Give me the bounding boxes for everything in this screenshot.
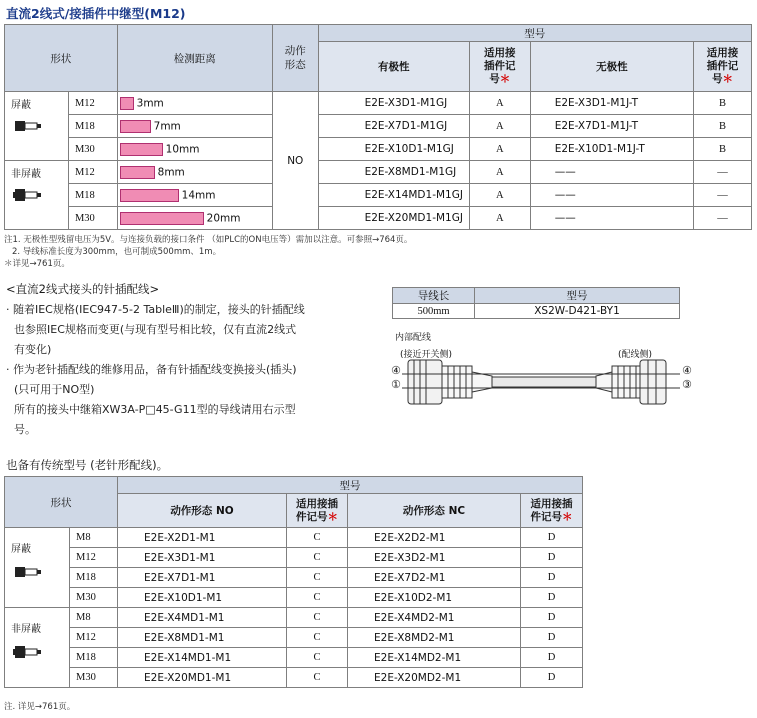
cable-length: 500mm	[393, 304, 475, 319]
nc-model: E2E-X8MD2-M1	[348, 628, 521, 648]
table-row	[5, 528, 583, 548]
legacy-note: 注. 详见→761页。	[4, 702, 76, 712]
table-row	[5, 568, 583, 588]
note-2: 2. 导线标准长度为300mm，也可制成500mm、1m。	[12, 247, 222, 257]
polar-model: E2E-X20MD1-M1GJ	[318, 207, 469, 230]
note-3: ＊详见→761页。	[4, 259, 70, 269]
header-mode: 动作 形态	[272, 25, 318, 92]
header-shape: 形状	[5, 25, 118, 92]
distance-cell	[117, 207, 272, 230]
page-title: 直流2线式/接插件中继型(M12)	[6, 6, 186, 21]
size-cell: M18	[68, 115, 117, 138]
nonpolar-model: E2E-X3D1-M1J-T	[530, 92, 693, 115]
polar-code: A	[469, 92, 530, 115]
shape-label: 屏蔽	[11, 100, 31, 111]
no-code: C	[287, 608, 348, 628]
diagram-internal-label: 内部配线	[395, 333, 432, 343]
para-line: 所有的接头中继箱XW3A-P□45-G11型的导线请用右示型	[14, 403, 296, 416]
shielded-sensor-icon	[13, 561, 43, 583]
size-cell: M8	[70, 608, 118, 628]
shape-cell	[5, 528, 70, 608]
header-connector-code-2: 适用接 插件记 号＊	[694, 42, 752, 92]
nonpolar-code: B	[694, 138, 752, 161]
nonpolar-code: B	[694, 92, 752, 115]
size-cell: M30	[68, 207, 117, 230]
size-cell: M12	[70, 628, 118, 648]
no-model: E2E-X20MD1-M1	[118, 668, 287, 688]
para-line: · 随着IEC规格(IEC947-5-2 TableⅢ)的制定，接头的针插配线	[6, 303, 305, 316]
nc-model: E2E-X20MD2-M1	[348, 668, 521, 688]
no-code: C	[287, 668, 348, 688]
model-table-legacy	[4, 476, 583, 688]
table-row	[5, 184, 752, 207]
nc-code: D	[521, 608, 583, 628]
mode-cell: NO	[272, 92, 318, 230]
table-row	[5, 115, 752, 138]
no-code: C	[287, 548, 348, 568]
distance-cell	[117, 184, 272, 207]
legacy-header-code-2: 适用接插 件记号＊	[521, 494, 583, 528]
distance-bar	[120, 120, 151, 133]
polar-code: A	[469, 184, 530, 207]
distance-bar	[120, 189, 179, 202]
polar-code: A	[469, 138, 530, 161]
distance-value: 14mm	[181, 189, 216, 201]
section-wiring-text	[6, 300, 391, 440]
table-row	[5, 588, 583, 608]
table-row	[5, 207, 752, 230]
section-heading-wiring: <直流2线式接头的针插配线>	[6, 282, 160, 296]
size-cell: M12	[68, 92, 117, 115]
legacy-header-code-1: 适用接插 件记号＊	[287, 494, 348, 528]
legacy-header-model: 型号	[118, 477, 583, 494]
table-row	[5, 548, 583, 568]
cable-header-model: 型号	[475, 288, 680, 304]
nc-model: E2E-X7D2-M1	[348, 568, 521, 588]
nonpolar-code: —	[694, 161, 752, 184]
shielded-sensor-icon	[13, 115, 43, 137]
nc-code: D	[521, 648, 583, 668]
shape-label: 非屏蔽	[11, 624, 41, 635]
distance-bar	[120, 166, 155, 179]
distance-value: 20mm	[206, 212, 241, 224]
header-nonpolar: 无极性	[530, 42, 693, 92]
table-row	[5, 668, 583, 688]
section-heading-legacy: 也备有传统型号 (老针形配线)。	[6, 458, 169, 472]
nc-model: E2E-X2D2-M1	[348, 528, 521, 548]
pin-left-top: ④	[391, 364, 401, 377]
diagram-left-label: (接近开关侧)	[400, 350, 453, 360]
table-row	[5, 92, 752, 115]
cable-header-length: 导线长	[393, 288, 475, 304]
nonpolar-code: —	[694, 207, 752, 230]
cable-table	[392, 287, 680, 319]
para-line: (只可用于NO型)	[14, 383, 95, 396]
shape-cell	[5, 92, 69, 161]
size-cell: M30	[70, 668, 118, 688]
connector-cable-diagram	[390, 356, 690, 412]
distance-cell	[117, 92, 272, 115]
polar-model: E2E-X14MD1-M1GJ	[318, 184, 469, 207]
no-model: E2E-X8MD1-M1	[118, 628, 287, 648]
no-code: C	[287, 648, 348, 668]
no-code: C	[287, 628, 348, 648]
distance-value: 10mm	[165, 143, 200, 155]
nonpolar-model: ——	[530, 161, 693, 184]
size-cell: M18	[70, 568, 118, 588]
header-model: 型号	[318, 25, 751, 42]
distance-cell	[117, 115, 272, 138]
table-row	[5, 648, 583, 668]
cable-model: XS2W-D421-BY1	[475, 304, 680, 319]
nonpolar-model: E2E-X7D1-M1J-T	[530, 115, 693, 138]
pin-left-bottom: ①	[391, 378, 401, 391]
size-cell: M8	[70, 528, 118, 548]
pin-right-bottom: ③	[682, 378, 692, 391]
table-row	[5, 628, 583, 648]
legacy-header-no: 动作形态 NO	[118, 494, 287, 528]
pin-right-top: ④	[682, 364, 692, 377]
size-cell: M30	[70, 588, 118, 608]
legacy-header-shape: 形状	[5, 477, 118, 528]
distance-bar	[120, 212, 204, 225]
polar-model: E2E-X3D1-M1GJ	[318, 92, 469, 115]
model-table-1	[4, 24, 752, 230]
polar-code: A	[469, 115, 530, 138]
distance-value: 7mm	[153, 120, 181, 132]
size-cell: M12	[70, 548, 118, 568]
shape-label: 非屏蔽	[11, 169, 41, 180]
polar-model: E2E-X8MD1-M1GJ	[318, 161, 469, 184]
legacy-header-nc: 动作形态 NC	[348, 494, 521, 528]
size-cell: M18	[68, 184, 117, 207]
nonpolar-model: E2E-X10D1-M1J-T	[530, 138, 693, 161]
polar-code: A	[469, 161, 530, 184]
nonpolar-model: ——	[530, 207, 693, 230]
polar-model: E2E-X7D1-M1GJ	[318, 115, 469, 138]
no-model: E2E-X2D1-M1	[118, 528, 287, 548]
table-row	[5, 138, 752, 161]
nc-code: D	[521, 548, 583, 568]
distance-bar	[120, 97, 134, 110]
distance-value: 3mm	[136, 97, 164, 109]
distance-cell	[117, 161, 272, 184]
distance-bar	[120, 143, 163, 156]
distance-value: 8mm	[157, 166, 185, 178]
diagram-right-label: (配线侧)	[618, 350, 653, 360]
para-line: · 作为老针插配线的维修用品，备有针插配线变换接头(插头)	[6, 363, 297, 376]
header-distance: 检测距离	[117, 25, 272, 92]
nc-model: E2E-X3D2-M1	[348, 548, 521, 568]
nonpolar-code: —	[694, 184, 752, 207]
no-model: E2E-X14MD1-M1	[118, 648, 287, 668]
para-line: 号。	[14, 423, 36, 436]
nc-code: D	[521, 568, 583, 588]
nonpolar-code: B	[694, 115, 752, 138]
nonpolar-model: ——	[530, 184, 693, 207]
size-cell: M12	[68, 161, 117, 184]
no-model: E2E-X4MD1-M1	[118, 608, 287, 628]
no-code: C	[287, 528, 348, 548]
nc-code: D	[521, 588, 583, 608]
table-row	[5, 608, 583, 628]
polar-model: E2E-X10D1-M1GJ	[318, 138, 469, 161]
size-cell: M18	[70, 648, 118, 668]
header-connector-code: 适用接 插件记 号＊	[469, 42, 530, 92]
distance-cell	[117, 138, 272, 161]
table-row	[5, 161, 752, 184]
no-code: C	[287, 568, 348, 588]
shape-cell	[5, 608, 70, 688]
shape-label: 屏蔽	[11, 544, 31, 555]
nc-model: E2E-X10D2-M1	[348, 588, 521, 608]
no-model: E2E-X7D1-M1	[118, 568, 287, 588]
unshielded-sensor-icon	[13, 641, 43, 663]
size-cell: M30	[68, 138, 117, 161]
no-model: E2E-X10D1-M1	[118, 588, 287, 608]
no-code: C	[287, 588, 348, 608]
note-1: 注1. 无极性型残留电压为5V。与连接负载的接口条件 （如PLC的ON电压等）需加以注意。可参照→764页。	[4, 235, 413, 245]
nc-code: D	[521, 528, 583, 548]
nc-code: D	[521, 668, 583, 688]
nc-model: E2E-X14MD2-M1	[348, 648, 521, 668]
header-polar: 有极性	[318, 42, 469, 92]
unshielded-sensor-icon	[13, 184, 43, 206]
no-model: E2E-X3D1-M1	[118, 548, 287, 568]
nc-model: E2E-X4MD2-M1	[348, 608, 521, 628]
shape-cell	[5, 161, 69, 230]
nc-code: D	[521, 628, 583, 648]
para-line: 有变化)	[14, 343, 52, 356]
polar-code: A	[469, 207, 530, 230]
para-line: 也参照IEC规格而变更(与现有型号相比较，仅有直流2线式	[14, 323, 297, 336]
